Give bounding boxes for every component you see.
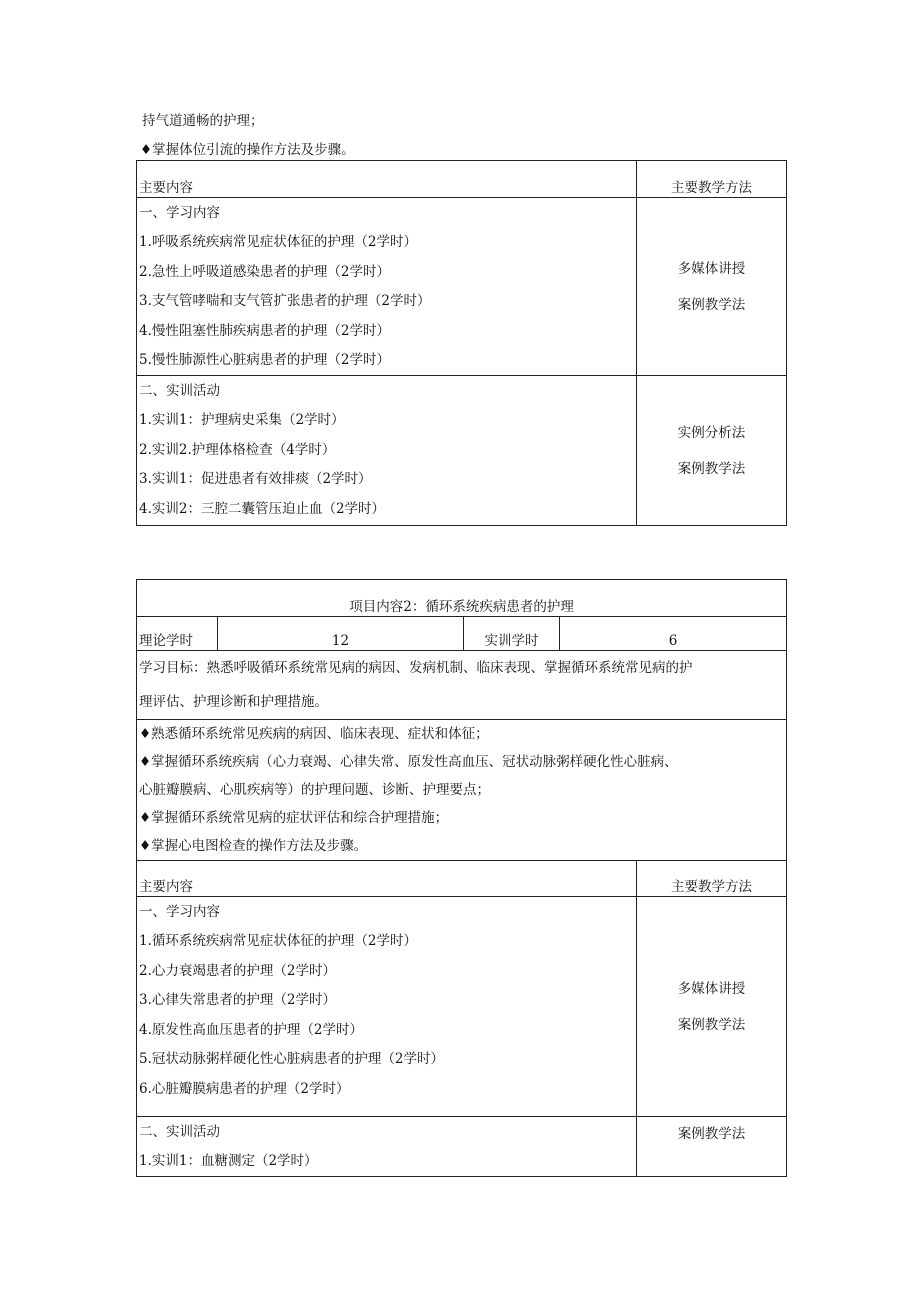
curriculum-table-1 bbox=[136, 160, 787, 526]
teaching-method-cell bbox=[637, 198, 787, 376]
method-label: 案例教学法 bbox=[677, 1016, 746, 1033]
method-label: 案例教学法 bbox=[677, 296, 746, 313]
curriculum-table-2 bbox=[136, 579, 787, 1177]
header-content: 主要内容 bbox=[137, 861, 637, 897]
objective-item: ♦熟悉循环系统常见疾病的病因、临床表现、症状和体征； bbox=[139, 726, 489, 742]
practice-hours: 6 bbox=[560, 617, 787, 651]
list-item: 1.循环系统疾病常见症状体征的护理（2学时） bbox=[139, 933, 417, 950]
project-title: 项目内容2：循环系统疾病患者的护理 bbox=[137, 580, 787, 617]
learning-content-cell bbox=[137, 198, 637, 376]
list-item: 5.冠状动脉粥样硬化性心脏病患者的护理（2学时） bbox=[139, 1051, 444, 1068]
header-method: 主要教学方法 bbox=[637, 161, 787, 198]
list-item: 2.急性上呼吸道感染患者的护理（2学时） bbox=[139, 263, 390, 280]
list-item: 3.心律失常患者的护理（2学时） bbox=[139, 992, 336, 1009]
theory-label: 理论学时 bbox=[137, 617, 218, 651]
method-label: 多媒体讲授 bbox=[677, 260, 746, 277]
list-item: 3.支气管哮喘和支气管扩张患者的护理（2学时） bbox=[139, 293, 431, 310]
list-item: 6.心脏瓣膜病患者的护理（2学时） bbox=[139, 1080, 350, 1097]
practice-content-cell bbox=[137, 1117, 637, 1177]
list-item: 3.实训1：促进患者有效排痰（2学时） bbox=[139, 471, 372, 488]
list-item: 1.实训1：护理病史采集（2学时） bbox=[139, 412, 345, 429]
objectives-cell bbox=[137, 720, 787, 861]
list-item: 4.原发性高血压患者的护理（2学时） bbox=[139, 1021, 363, 1038]
teaching-method-cell bbox=[637, 1117, 787, 1177]
list-item: 1.实训1：血糖测定（2学时） bbox=[139, 1153, 318, 1170]
section-title: 一、学习内容 bbox=[139, 204, 220, 221]
theory-hours: 12 bbox=[218, 617, 464, 651]
list-item: 1.呼吸系统疾病常见症状体征的护理（2学时） bbox=[139, 234, 417, 251]
list-item: 2.心力衰竭患者的护理（2学时） bbox=[139, 962, 336, 979]
learning-goal-cell bbox=[137, 651, 787, 720]
section-title: 二、实训活动 bbox=[139, 382, 220, 399]
intro-line-1: 持气道通畅的护理； bbox=[142, 113, 264, 129]
teaching-method-cell bbox=[637, 897, 787, 1117]
learning-goal-line: 学习目标：熟悉呼吸循环系统常见病的病因、发病机制、临床表现、掌握循环系统常见病的护 bbox=[139, 660, 693, 676]
method-label: 多媒体讲授 bbox=[677, 980, 746, 997]
header-content: 主要内容 bbox=[137, 161, 637, 198]
teaching-method-cell bbox=[637, 376, 787, 526]
section-title: 二、实训活动 bbox=[139, 1123, 220, 1140]
section-title: 一、学习内容 bbox=[139, 903, 220, 920]
objective-item: ♦掌握循环系统疾病（心力衰竭、心律失常、原发性高血压、冠状动脉粥样硬化性心脏病、 bbox=[139, 754, 678, 770]
intro-line-2: ♦掌握体位引流的操作方法及步骤。 bbox=[140, 142, 355, 158]
learning-content-cell bbox=[137, 897, 637, 1117]
objective-item: 心脏瓣膜病、心肌疾病等）的护理问题、诊断、护理要点； bbox=[139, 782, 490, 798]
learning-goal-line: 理评估、护理诊断和护理措施。 bbox=[139, 694, 328, 710]
method-label: 实例分析法 bbox=[677, 424, 746, 441]
list-item: 4.实训2：三腔二囊管压迫止血（2学时） bbox=[139, 500, 386, 517]
practice-content-cell bbox=[137, 376, 637, 526]
list-item: 5.慢性肺源性心脏病患者的护理（2学时） bbox=[139, 352, 390, 369]
objective-item: ♦掌握循环系统常见病的症状评估和综合护理措施； bbox=[139, 810, 449, 826]
method-label: 案例教学法 bbox=[677, 460, 746, 477]
objective-item: ♦掌握心电图检查的操作方法及步骤。 bbox=[139, 838, 368, 854]
list-item: 4.慢性阻塞性肺疾病患者的护理（2学时） bbox=[139, 322, 390, 339]
method-label: 案例教学法 bbox=[677, 1126, 746, 1142]
practice-label: 实训学时 bbox=[464, 617, 560, 651]
list-item: 2.实训2.护理体格检查（4学时） bbox=[139, 441, 336, 458]
header-method: 主要教学方法 bbox=[637, 861, 787, 897]
